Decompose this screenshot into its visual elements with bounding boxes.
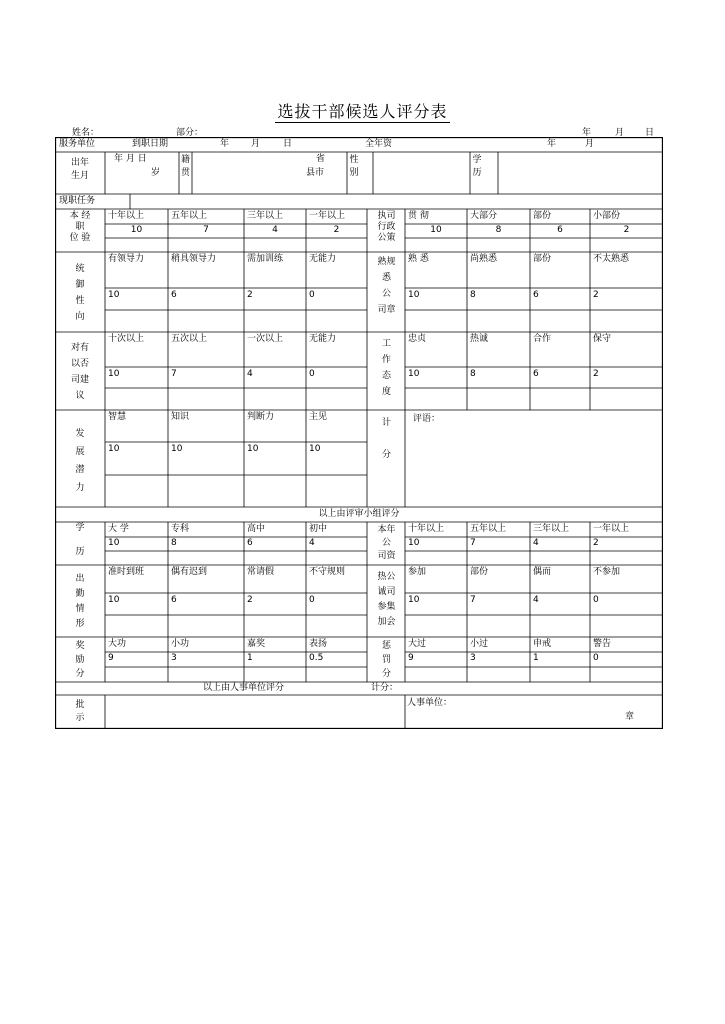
attendance-right-score: 10 (408, 595, 420, 605)
service-right-score: 8 (495, 225, 502, 235)
attendance-right-score: 0 (593, 595, 599, 605)
attendance-right-option: 不参加 (593, 567, 621, 577)
leadership-right-score: 8 (470, 290, 476, 300)
hr-note: 以上由人事单位评分 (203, 683, 285, 693)
suggestion-right-option: 热诚 (470, 334, 489, 344)
attendance-right-option: 偶而 (533, 567, 552, 577)
service-score: 2 (333, 225, 340, 235)
education-right-label: 本年 公 司资 (377, 525, 396, 561)
leadership-right-option: 尚熟悉 (470, 254, 498, 264)
arrival-month-label: 月 (251, 139, 261, 149)
score-label: 计分： (371, 683, 399, 693)
rewards-score: 1 (247, 653, 253, 663)
suggestion-right-score: 10 (408, 369, 420, 379)
service-score: 4 (272, 225, 278, 235)
attendance-right-score: 7 (470, 595, 476, 605)
service-unit-label: 服务单位 (59, 139, 96, 149)
suggestion-score: 7 (171, 369, 177, 379)
suggestion-right-score: 8 (470, 369, 476, 379)
attendance-right-option: 参加 (408, 567, 427, 577)
suggestion-score: 10 (108, 369, 120, 379)
potential-option: 知识 (171, 412, 190, 422)
native-place-label: 籍 贯 (180, 155, 190, 178)
header-day: 日 (645, 128, 655, 138)
potential-option: 判断力 (247, 412, 275, 422)
rewards-score: 0.5 (309, 653, 324, 663)
leadership-score: 0 (309, 290, 315, 300)
rewards-option: 嘉奖 (247, 639, 266, 649)
leadership-right-option: 熟 悉 (408, 254, 429, 264)
rewards-option: 大功 (108, 639, 127, 649)
rewards-score: 9 (108, 653, 114, 663)
suggestion-right-score: 2 (593, 369, 599, 379)
potential-label: 发 展 潜 力 (75, 429, 85, 493)
header-year: 年 (582, 128, 592, 138)
leadership-option: 有领导力 (108, 254, 145, 264)
attendance-option: 常请假 (247, 567, 275, 577)
attendance-score: 0 (309, 595, 315, 605)
attendance-score: 10 (108, 595, 120, 605)
attendance-right-label: 热公 诚司 参集 加会 (377, 572, 396, 627)
suggestion-score: 0 (309, 369, 315, 379)
potential-right-label: 计 分 (381, 418, 391, 460)
education-option: 初中 (309, 524, 328, 534)
form-title: 选拔干部候选人评分表 (277, 102, 448, 121)
arrival-date-label: 到职日期 (132, 139, 169, 149)
rewards-option: 小功 (171, 639, 190, 649)
suggestion-label: 对有 以否 司建 议 (70, 343, 89, 401)
seal-label: 章 (625, 712, 635, 722)
service-option: 五年以上 (171, 211, 208, 221)
table-grid (55, 137, 663, 729)
rewards-right-score: 1 (533, 653, 539, 663)
department-label: 部分： (176, 128, 204, 138)
rewards-score: 3 (171, 653, 177, 663)
education-right-option: 五年以上 (470, 524, 507, 534)
education-option: 专科 (171, 524, 190, 534)
suggestion-right-option: 合作 (533, 334, 552, 344)
education-right-score: 2 (593, 538, 599, 548)
attendance-score: 6 (171, 595, 177, 605)
rewards-right-option: 申戒 (533, 639, 552, 649)
leadership-score: 10 (108, 290, 120, 300)
rewards-label: 奖 励 分 (75, 641, 85, 679)
province-label: 省 (316, 154, 326, 164)
service-right-score: 2 (623, 225, 630, 235)
seniority-year-label: 年 (547, 139, 557, 149)
seniority-month-label: 月 (585, 139, 595, 149)
name-label: 姓名： (72, 128, 100, 138)
rewards-right-score: 9 (408, 653, 414, 663)
attendance-option: 偶有迟到 (171, 567, 208, 577)
comment-label: 评语： (413, 414, 441, 424)
attendance-option: 不守规则 (309, 567, 346, 577)
service-right-option: 贯 彻 (408, 211, 429, 221)
suggestion-right-option: 忠贞 (408, 334, 427, 344)
arrival-year-label: 年 (220, 139, 230, 149)
gender-label: 性 别 (349, 155, 359, 178)
rewards-right-option: 警告 (593, 639, 612, 649)
rewards-right-option: 小过 (470, 639, 489, 649)
rewards-right-score: 0 (593, 653, 599, 663)
education-score: 8 (171, 538, 177, 548)
suggestion-right-label: 工 作 态 度 (381, 339, 391, 397)
seniority-label: 全年资 (365, 139, 393, 149)
potential-score: 10 (171, 444, 183, 454)
current-post-label: 现职任务 (59, 196, 96, 206)
service-option: 十年以上 (108, 211, 145, 221)
service-score: 7 (203, 225, 209, 235)
education-label: 学 历 (472, 155, 482, 178)
arrival-day-label: 日 (283, 139, 293, 149)
rewards-right-label: 惩 罚 分 (381, 641, 391, 679)
potential-score: 10 (309, 444, 321, 454)
evaluation-form-table (55, 137, 663, 729)
rewards-right-option: 大过 (408, 639, 427, 649)
service-option: 一年以上 (309, 211, 346, 221)
leadership-right-score: 6 (533, 290, 539, 300)
education-right-option: 一年以上 (593, 524, 630, 534)
education-score: 4 (309, 538, 315, 548)
birth-date-label: 出年 生月 (70, 158, 89, 181)
attendance-label: 出 勤 情 形 (75, 574, 85, 629)
potential-option: 智慧 (108, 412, 127, 422)
education-score: 10 (108, 538, 120, 548)
attendance-right-option: 部份 (470, 567, 489, 577)
service-right-option: 大部分 (470, 211, 498, 221)
leadership-option: 稍具领导力 (171, 254, 217, 264)
birth-ymd-label: 年 月 日 (114, 154, 147, 164)
header-month: 月 (615, 128, 625, 138)
education-option: 高中 (247, 524, 266, 534)
rewards-option: 表扬 (309, 639, 328, 649)
education-option: 大 学 (108, 524, 129, 534)
suggestion-option: 一次以上 (247, 334, 284, 344)
education-score: 6 (247, 538, 253, 548)
service-right-label: 执司 行政 公策 (377, 211, 396, 243)
attendance-option: 准时到班 (108, 567, 145, 577)
leadership-right-label: 熟规 悉 公 司章 (377, 257, 396, 315)
suggestion-right-option: 保守 (593, 334, 612, 344)
service-label: 本 经 职 位 验 (69, 211, 91, 243)
suggestion-right-score: 6 (533, 369, 539, 379)
education-right-option: 三年以上 (533, 524, 570, 534)
leadership-right-option: 部份 (533, 254, 552, 264)
service-right-option: 部份 (533, 211, 552, 221)
service-right-score: 10 (430, 225, 442, 235)
county-city-label: 县市 (306, 168, 325, 178)
potential-score: 10 (108, 444, 120, 454)
suggestion-score: 4 (247, 369, 253, 379)
education-right-score: 7 (470, 538, 476, 548)
leadership-right-option: 不太熟悉 (593, 254, 630, 264)
leadership-option: 需加训练 (247, 254, 284, 264)
service-right-option: 小部份 (593, 211, 621, 221)
committee-note: 以上由评审小组评分 (318, 509, 400, 519)
education-right-score: 4 (533, 538, 539, 548)
potential-option: 主见 (309, 412, 328, 422)
service-score: 10 (130, 225, 143, 235)
potential-score: 10 (247, 444, 259, 454)
leadership-right-score: 2 (593, 290, 599, 300)
age-label: 岁 (151, 168, 161, 178)
service-option: 三年以上 (247, 211, 284, 221)
education-right-score: 10 (408, 538, 420, 548)
leadership-score: 2 (247, 290, 253, 300)
leadership-option: 无能力 (309, 254, 337, 264)
hr-unit-label: 人事单位： (407, 698, 453, 708)
service-right-score: 6 (557, 225, 563, 235)
education-right-option: 十年以上 (408, 524, 445, 534)
leadership-right-score: 10 (408, 290, 420, 300)
suggestion-option: 十次以上 (108, 334, 145, 344)
suggestion-option: 五次以上 (171, 334, 208, 344)
education-label: 学 历 (75, 523, 85, 557)
approval-label: 批 示 (75, 700, 85, 723)
leadership-label: 统 御 性 向 (75, 264, 85, 322)
suggestion-option: 无能力 (309, 334, 337, 344)
attendance-right-score: 4 (533, 595, 539, 605)
attendance-score: 2 (247, 595, 253, 605)
leadership-score: 6 (171, 290, 177, 300)
rewards-right-score: 3 (470, 653, 476, 663)
